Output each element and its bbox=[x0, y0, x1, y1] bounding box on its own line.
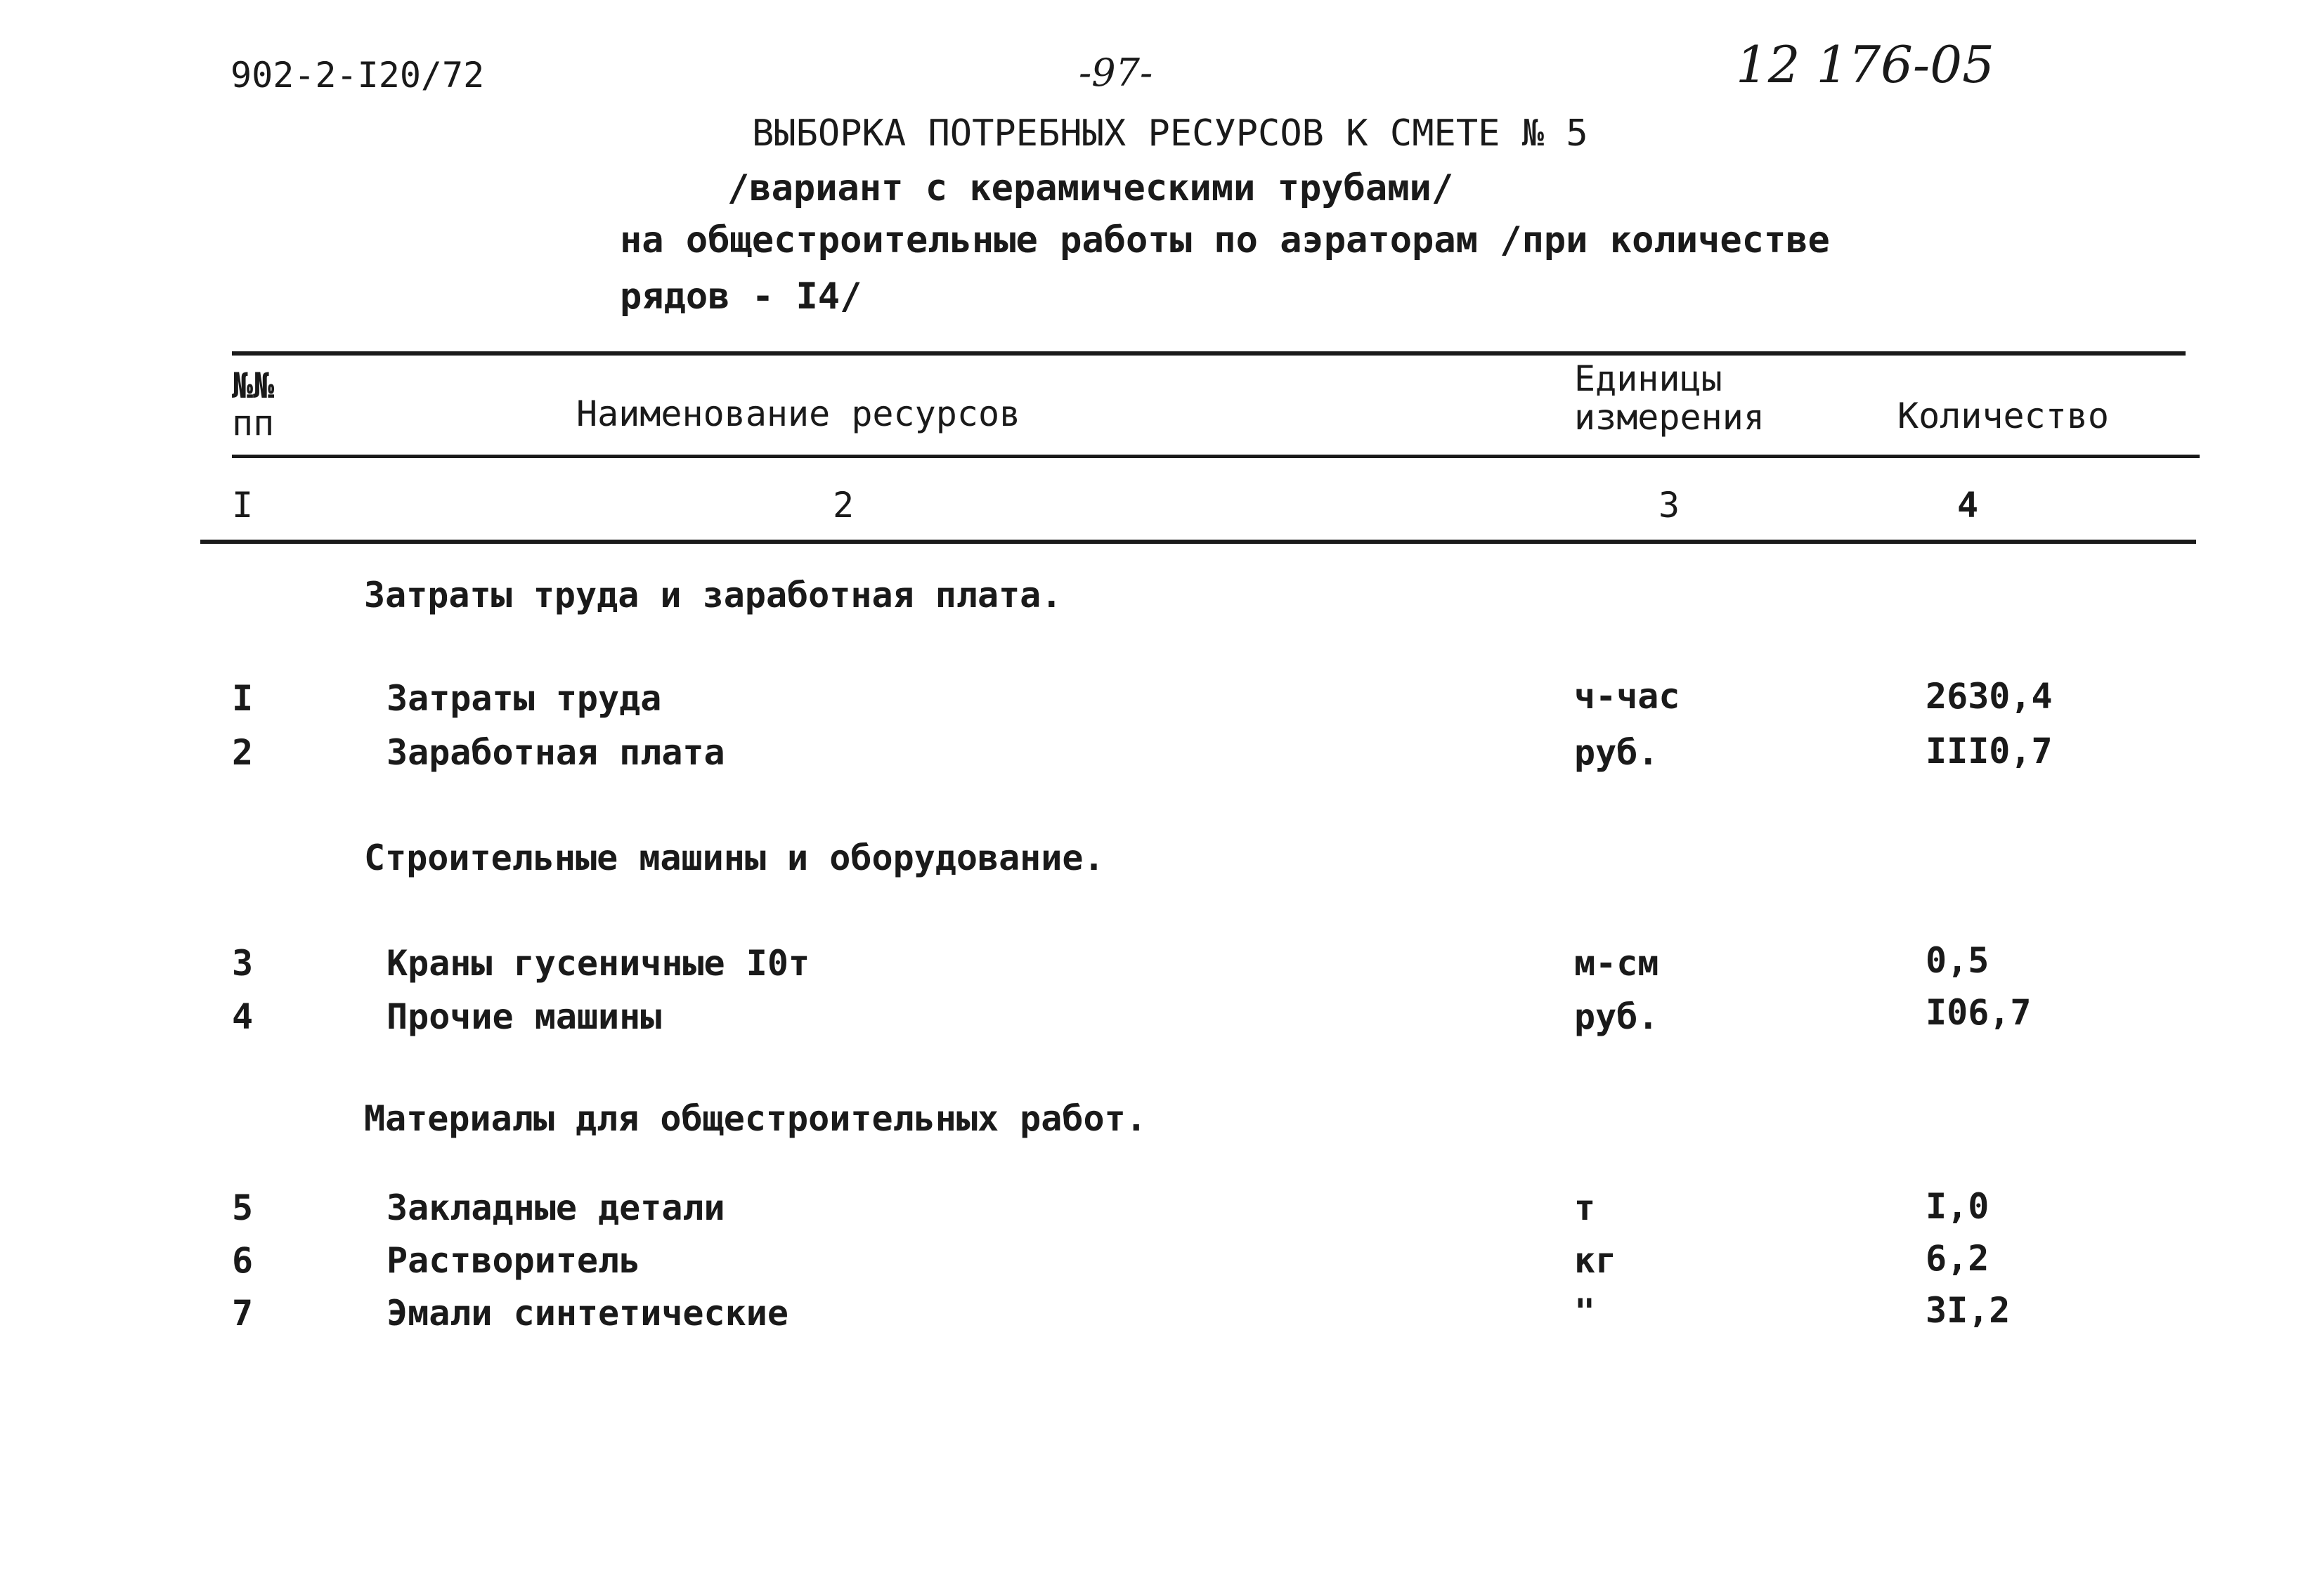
row-quantity: III0,7 bbox=[1926, 731, 2053, 771]
row-name: Заработная плата bbox=[387, 732, 725, 773]
row-number: 2 bbox=[232, 732, 254, 773]
section-title-machines: Строительные машины и оборудование. bbox=[364, 838, 1105, 878]
column-number-4: 4 bbox=[1957, 485, 1979, 526]
header-number-line2: пп bbox=[232, 403, 275, 443]
row-number: 4 bbox=[232, 996, 254, 1037]
row-unit: " bbox=[1574, 1291, 1596, 1332]
row-name: Краны гусеничные I0т bbox=[387, 943, 810, 984]
document-code: 902-2-I20/72 bbox=[231, 55, 485, 96]
row-unit: руб. bbox=[1574, 996, 1659, 1037]
row-number: 6 bbox=[232, 1240, 254, 1281]
title-line-3: на общестроительные работы по аэраторам /при количестве bbox=[620, 219, 1830, 261]
column-number-1: I bbox=[232, 485, 254, 526]
row-quantity: I,0 bbox=[1926, 1186, 1989, 1227]
row-number: I bbox=[232, 678, 254, 719]
row-quantity: 2630,4 bbox=[1926, 676, 2053, 717]
column-number-rule bbox=[200, 540, 2196, 544]
section-title-labor: Затраты труда и заработная плата. bbox=[364, 575, 1063, 616]
header-unit-line2: измерения bbox=[1574, 397, 1765, 438]
title-line-4: рядов - I4/ bbox=[620, 275, 862, 318]
row-number: 7 bbox=[232, 1293, 254, 1334]
row-unit: руб. bbox=[1574, 732, 1659, 773]
row-name: Эмали синтетические bbox=[387, 1293, 788, 1334]
row-quantity: 0,5 bbox=[1926, 940, 1989, 981]
row-quantity: 3I,2 bbox=[1926, 1290, 2011, 1331]
header-quantity: Количество bbox=[1897, 396, 2110, 436]
title-line-1: ВЫБОРКА ПОТРЕБНЫХ РЕСУРСОВ К СМЕТЕ № 5 bbox=[752, 112, 1588, 155]
row-name: Затраты труда bbox=[387, 678, 662, 719]
row-number: 5 bbox=[232, 1187, 254, 1228]
header-separator-rule bbox=[232, 455, 2200, 458]
column-number-3: 3 bbox=[1658, 485, 1680, 526]
column-number-2: 2 bbox=[833, 485, 855, 526]
header-unit-line1: Единицы bbox=[1574, 358, 1722, 399]
row-quantity: I06,7 bbox=[1926, 992, 2032, 1033]
table-top-rule bbox=[232, 351, 2186, 356]
header-resource-name: Наименование ресурсов bbox=[576, 393, 1021, 434]
row-unit: кг bbox=[1574, 1240, 1617, 1281]
title-line-2: /вариант с керамическими трубами/ bbox=[727, 167, 1454, 209]
row-quantity: 6,2 bbox=[1926, 1238, 1989, 1279]
section-title-materials: Материалы для общестроительных работ. bbox=[364, 1098, 1147, 1139]
row-name: Закладные детали bbox=[387, 1187, 725, 1228]
row-name: Растворитель bbox=[387, 1240, 641, 1281]
page-number: -97- bbox=[1079, 51, 1153, 95]
header-number-line1: №№ bbox=[232, 365, 275, 406]
row-unit: т bbox=[1574, 1187, 1596, 1228]
row-number: 3 bbox=[232, 943, 254, 984]
row-name: Прочие машины bbox=[387, 996, 662, 1037]
row-unit: м-см bbox=[1574, 943, 1659, 984]
handwritten-number: 12 176-05 bbox=[1736, 35, 1994, 94]
row-unit: ч-час bbox=[1574, 676, 1680, 717]
